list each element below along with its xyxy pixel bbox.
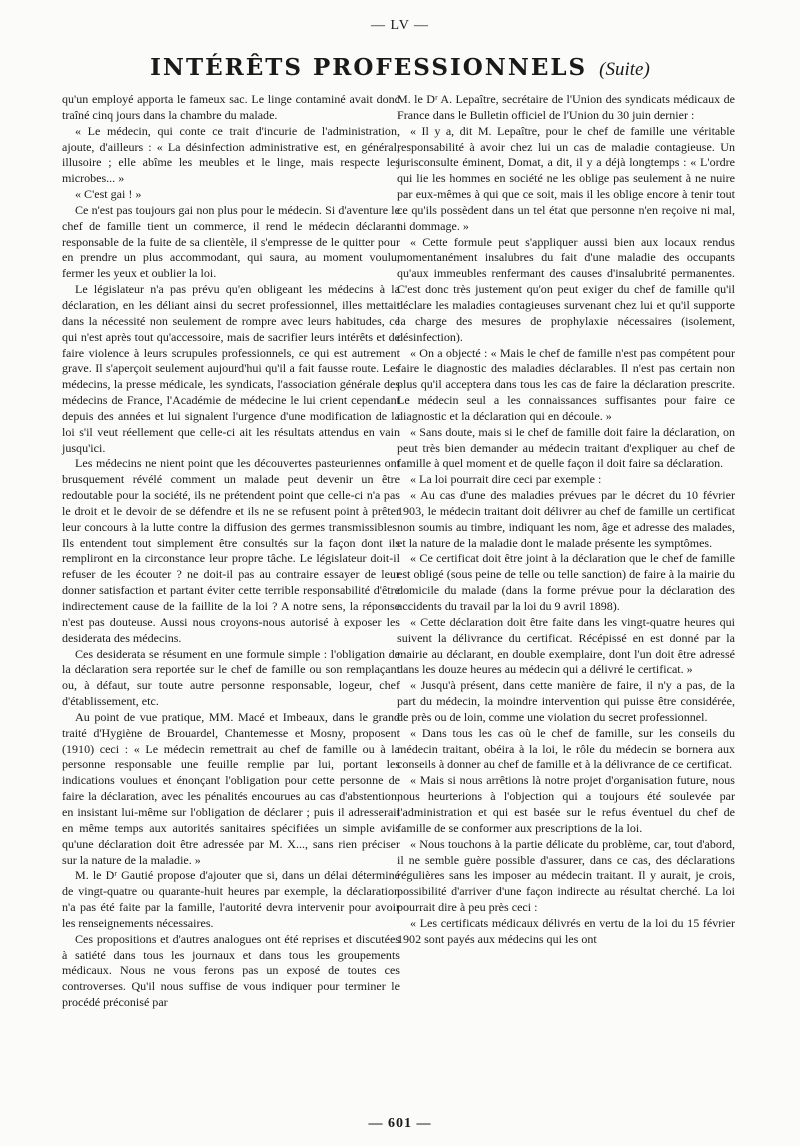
paragraph: Ces desiderata se résument en une formule simple : l'obligation de la déclaration sera reportée sur le chef de famille ou son remplaçant ou, à défaut, sur toute autre personne responsable, logeur, chef d'établissement, etc. xyxy=(62,646,400,709)
left-column xyxy=(62,92,400,1011)
paragraph: « Cette déclaration doit être faite dans les vingt-quatre heures qui suivent la délivrance du certificat. Récépissé en est donné par la mairie au déclarant, en double exemplaire, dont l'un doit être adressé dans les douze heures au médecin qui a délivré le certificat. » xyxy=(397,614,735,677)
paragraph: Le législateur n'a pas prévu qu'en obligeant les médecins à la déclaration, en les déliant ainsi du secret professionnel, illes mettait dans la nécessité non seulement de rompre avec leurs habitudes, ce qui n'est après tout qu'accessoire, mais de sacrifier leurs intérêts et de faire violence à leurs scrupules professionnels, ce qui est autrement grave. Il s'aperçoit seulement aujourd'hui qu'il a fait fausse route. Les médecins, la presse médicale, les syndicats, l'association générale des médecins de France, l'Académie de médecine le lui crient cependant depuis des années et lui signalent l'urgence d'une modification de la loi s'il veut réellement que celle-ci ait les résultats attendus en vain jusqu'ici. xyxy=(62,282,400,455)
paragraph: « Au cas d'une des maladies prévues par le décret du 10 février 1903, le médecin traitant doit délivrer au chef de famille un certificat non soumis au timbre, indiquant les nom, âge et adresse des malades, et la nature de la maladie dont le malade présente les symptômes. xyxy=(397,488,735,550)
right-column xyxy=(397,92,735,948)
paragraph: « Jusqu'à présent, dans cette manière de faire, il n'y a pas, de la part du médecin, la moindre intervention qui puisse être considérée, de près ou de loin, comme une violation du secret professionnel. xyxy=(397,678,735,724)
page-footer-number: — 601 — xyxy=(368,1116,432,1131)
paragraph: « Nous touchons à la partie délicate du problème, car, tout d'abord, il ne semble guère possible d'assurer, dans ce cas, des déclarations régulières sans les imposer au médecin traitant. Il y aurait, je crois, possibilité d'arriver d'une façon indirecte au résultat cherché. La loi pourrait dire à peu près ceci : xyxy=(397,836,735,915)
paragraph: « Dans tous les cas où le chef de famille, sur les conseils du médecin traitant, obéira à la loi, le rôle du médecin se bornera aux conseils à donner au chef de famille et à la délivrance de ce certificat. xyxy=(397,725,735,772)
paragraph: « Les certificats médicaux délivrés en vertu de la loi du 15 février 1902 sont payés aux médecins qui les ont xyxy=(397,915,735,946)
paragraph: M. le Dʳ Gautié propose d'ajouter que si, dans un délai déterminé de vingt-quatre ou quarante-huit heures par exemple, la déclaration n'a pas été faite par la famille, l'autorité devra intervenir pour avoir les renseignements nécessaires. xyxy=(62,868,400,930)
title-text: INTÉRÊTS PROFESSIONNELS xyxy=(150,54,588,81)
paragraph: Ces propositions et d'autres analogues ont été reprises et discutées à satiété dans tous les journaux et dans tous les groupements médicaux. Nous ne vous ferons pas un exposé de toutes ces controverses. Qu'il nous suffise de vous indiquer pour terminer le procédé préconisé par xyxy=(62,931,400,1010)
paragraph: « Cette formule peut s'appliquer aussi bien aux locaux rendus momentanément insalubres du fait d'une maladie des occupants qu'aux immeubles renfermant des causes d'insalubrité permanentes. C'est donc très justement qu'on peut exiger du chef de famille qu'il déclare les maladies contagieuses survenant chez lui et qu'il supporte la charge des mesures de prophylaxie nécessaires (isolement, désinfection). xyxy=(397,234,735,344)
paragraph: « Sans doute, mais si le chef de famille doit faire la déclaration, on peut très bien demander au médecin traitant d'expliquer au chef de famille à quel moment et de quelle façon il doit faire sa déclaration. xyxy=(397,424,735,471)
paragraph: « Mais si nous arrêtions là notre projet d'organisation future, nous nous heurterions à l'objection qui a toujours été soulevée par l'administration et qui est basée sur le refus éventuel du chef de famille de se conformer aux prescriptions de la loi. xyxy=(397,773,735,835)
paragraph: « Le médecin, qui conte ce trait d'incurie de l'administration, ajoute, d'ailleurs : « La désinfection administrative est, en général, illusoire ; elle abîme les meubles et le linge, mais respecte les microbes... » xyxy=(62,123,400,186)
paragraph: « C'est gai ! » xyxy=(75,187,142,202)
paragraph: M. le Dʳ A. Lepaître, secrétaire de l'Union des syndicats médicaux de France dans le Bulletin officiel de l'Union du 30 juin dernier : xyxy=(397,92,735,122)
paragraph: Au point de vue pratique, MM. Macé et Imbeaux, dans le grand traité d'Hygiène de Brouardel, Chantemesse et Mosny, proposent (1910) ceci : « Le médecin remettrait au chef de famille ou à la personne responsable une feuille remplie par lui, portant les indications voulues et énonçant l'obligation pour cette personne de faire la déclaration, avec les pénalités encourues au cas d'abstention, en insistant lui-même sur l'obligation de déclarer ; puis il adresserait en même temps aux autorités sanitaires spécifiées un simple avis qu'une déclaration doit être adressée par M. X..., sans rien préciser sur la nature de la maladie. » xyxy=(62,709,400,867)
paragraph: « Ce certificat doit être joint à la déclaration que le chef de famille est obligé (sous peine de telle ou telle sanction) de faire à la mairie du domicile du malade (dans la forme prévue pour la déclaration des accidents du travail par la loi du 9 avril 1898). xyxy=(397,551,735,613)
paragraph: qu'un employé apporta le fameux sac. Le linge contaminé avait donc traîné cinq jours dans la chambre du malade. xyxy=(62,92,400,122)
title-suite: (Suite) xyxy=(599,59,650,80)
page-header-number: — LV — xyxy=(370,18,430,33)
paragraph: Ce n'est pas toujours gai non plus pour le médecin. Si d'aventure le chef de famille tient un commerce, il rend le médecin déclarant responsable de la fuite de sa clientèle, il s'empresse de le quitter pour en prendre un plus accommodant, qui saura, au moment voulu, fermer les yeux et oublier la loi. xyxy=(62,202,400,281)
paragraph: Les médecins ne nient point que les découvertes pasteuriennes ont brusquement révélé comment un malade peut devenir un être redoutable pour la société, ils ne prétendent point que celle-ci n'a pas le droit et le devoir de se défendre et ils ne se refusent point à prêter leur concours à la lutte contre la diffusion des germes transmissibles. Ils entendent tout simplement être consultés sur la façon dont ils rempliront en la circonstance leur propre tâche. Le législateur doit-il refuser de les écouter ? ne doit-il pas au contraire essayer de leur donner satisfaction et partant éviter cette terrible responsabilité d'être indirectement cause de la faillite de la loi ? A notre sens, la réponse n'est pas douteuse. Aussi nous croyons-nous autorisé à exposer les desiderata des médecins. xyxy=(62,456,400,645)
paragraph: « Il y a, dit M. Lepaître, pour le chef de famille une véritable responsabilité à avoir chez lui un cas de maladie contagieuse. Un jurisconsulte éminent, Domat, a dit, il y a déjà longtemps : « L'ordre qui lie les hommes en société ne les oblige pas seulement à ne nuire par eux-mêmes à qui que ce soit, mais il les oblige encore à tenir tout ce qu'ils possèdent dans un tel état que personne n'en reçoive ni mal, ni dommage. » xyxy=(397,123,735,233)
paragraph: « La loi pourrait dire ceci par exemple : xyxy=(410,472,602,487)
paragraph: « On a objecté : « Mais le chef de famille n'est pas compétent pour faire le diagnostic des maladies déclarables. Il n'est pas certain non plus qu'il acceptera dans tous les cas de faire la déclaration prescrite. Le médecin seul a les connaissances suffisantes pour faire ce diagnostic et la déclaration qui en découle. » xyxy=(397,345,735,423)
page-title xyxy=(0,54,800,81)
